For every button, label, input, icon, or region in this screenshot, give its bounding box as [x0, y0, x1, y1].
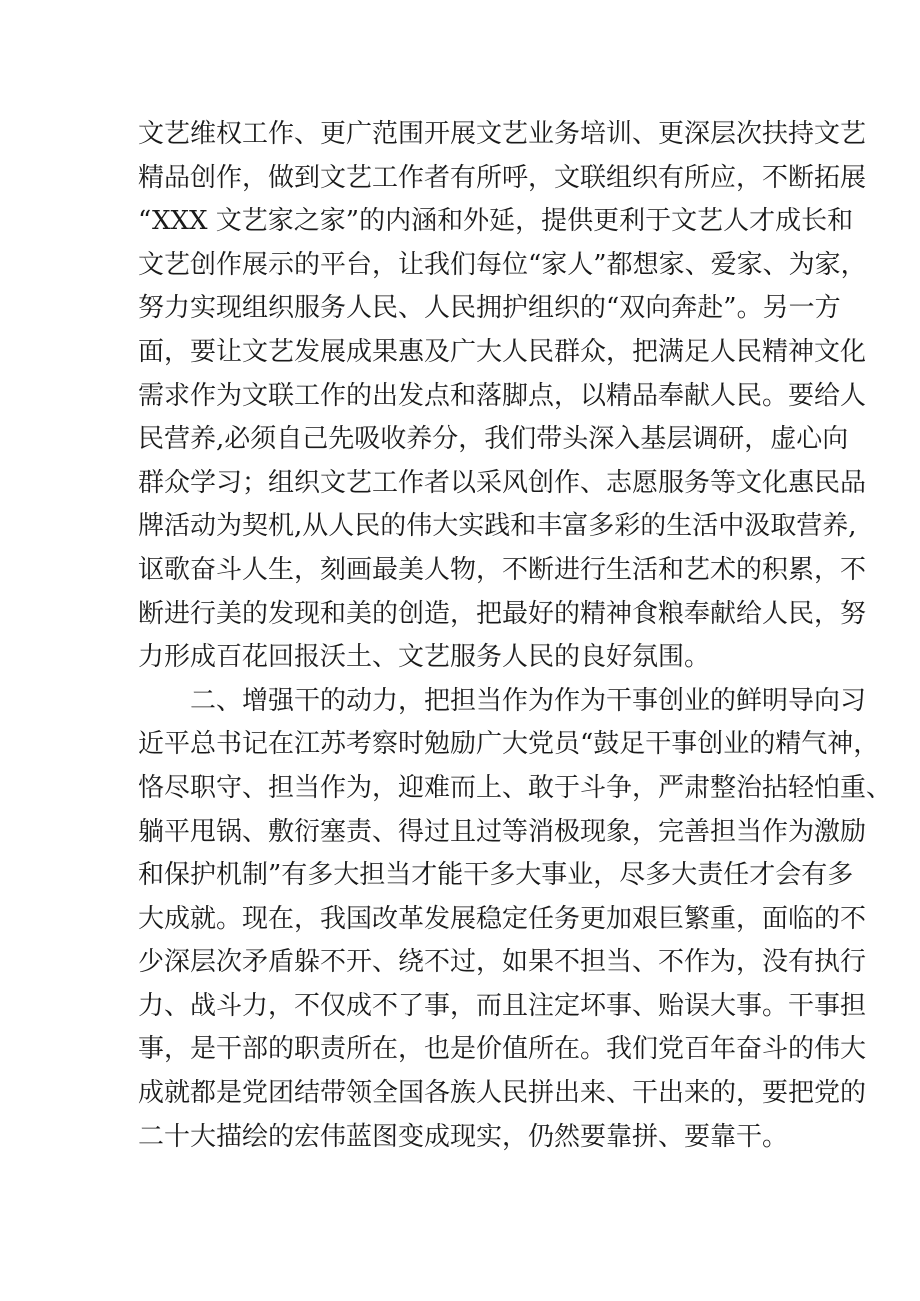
- document-body: [138, 113, 893, 1159]
- text-line: 需求作为文联工作的出发点和落脚点，以精品奉献人民。要给人: [138, 380, 867, 411]
- text-line: 牌活动为契机,从人民的伟大实践和丰富多彩的生活中汲取营养,: [138, 511, 857, 542]
- text-line: 群众学习；组织文艺工作者以采风创作、志愿服务等文化惠民品: [138, 467, 867, 498]
- text-line: 近平总书记在江苏考察时勉励广大党员“鼓足干事创业的精气神，: [138, 729, 880, 760]
- text-line: 讴歌奋斗人生，刻画最美人物，不断进行生活和艺术的积累，不: [138, 554, 867, 585]
- text-line: 二十大描绘的宏伟蓝图变成现实，仍然要靠拼、要靠干。: [138, 1121, 789, 1152]
- text-line: 少深层次矛盾躲不开、绕不过，如果不担当、不作为，没有执行: [138, 947, 867, 978]
- text-line: 断进行美的发现和美的创造，把最好的精神食粮奉献给人民，努: [138, 598, 867, 629]
- text-line: 力形成百花回报沃土、文艺服务人民的良好氛围。: [138, 642, 711, 673]
- text-line: 面，要让文艺发展成果惠及广大人民群众，把满足人民精神文化: [138, 336, 867, 367]
- text-line: 民营养,必须自己先吸收养分，我们带头深入基层调研，虚心向: [138, 424, 849, 455]
- paragraph-2: [138, 680, 893, 1160]
- text-line: 大成就。现在，我国改革发展稳定任务更加艰巨繁重，面临的不: [138, 903, 867, 934]
- text-line: 成就都是党团结带领全国各族人民拼出来、干出来的，要把党的: [138, 1078, 867, 1109]
- text-line: “XXX 文艺家之家”的内涵和外延，提供更利于文艺人才成长和: [138, 206, 854, 237]
- text-line: 恪尽职守、担当作为，迎难而上、敢于斗争，严肃整治拈轻怕重、: [138, 772, 893, 803]
- text-line: 文艺维权工作、更广范围开展文艺业务培训、更深层次扶持文艺: [138, 119, 867, 149]
- section-heading-line: 二、增强干的动力，把担当作为作为干事创业的鲜明导向习: [190, 685, 867, 716]
- text-line: 精品创作，做到文艺工作者有所呼，文联组织有所应，不断拓展: [138, 162, 867, 193]
- text-line: 和保护机制”有多大担当才能干多大事业，尽多大责任才会有多: [138, 860, 854, 891]
- text-line: 躺平甩锅、敷衍塞责、得过且过等消极现象，完善担当作为激励: [138, 816, 867, 847]
- paragraph-1: [138, 113, 867, 680]
- text-line: 文艺创作展示的平台，让我们每位“家人”都想家、爱家、为家，: [138, 249, 867, 280]
- text-line: 事，是干部的职责所在，也是价值所在。我们党百年奋斗的伟大: [138, 1034, 867, 1065]
- text-line: 力、战斗力，不仅成不了事，而且注定坏事、贻误大事。干事担: [138, 990, 867, 1021]
- text-line: 努力实现组织服务人民、人民拥护组织的“双向奔赴”。另一方: [138, 293, 841, 324]
